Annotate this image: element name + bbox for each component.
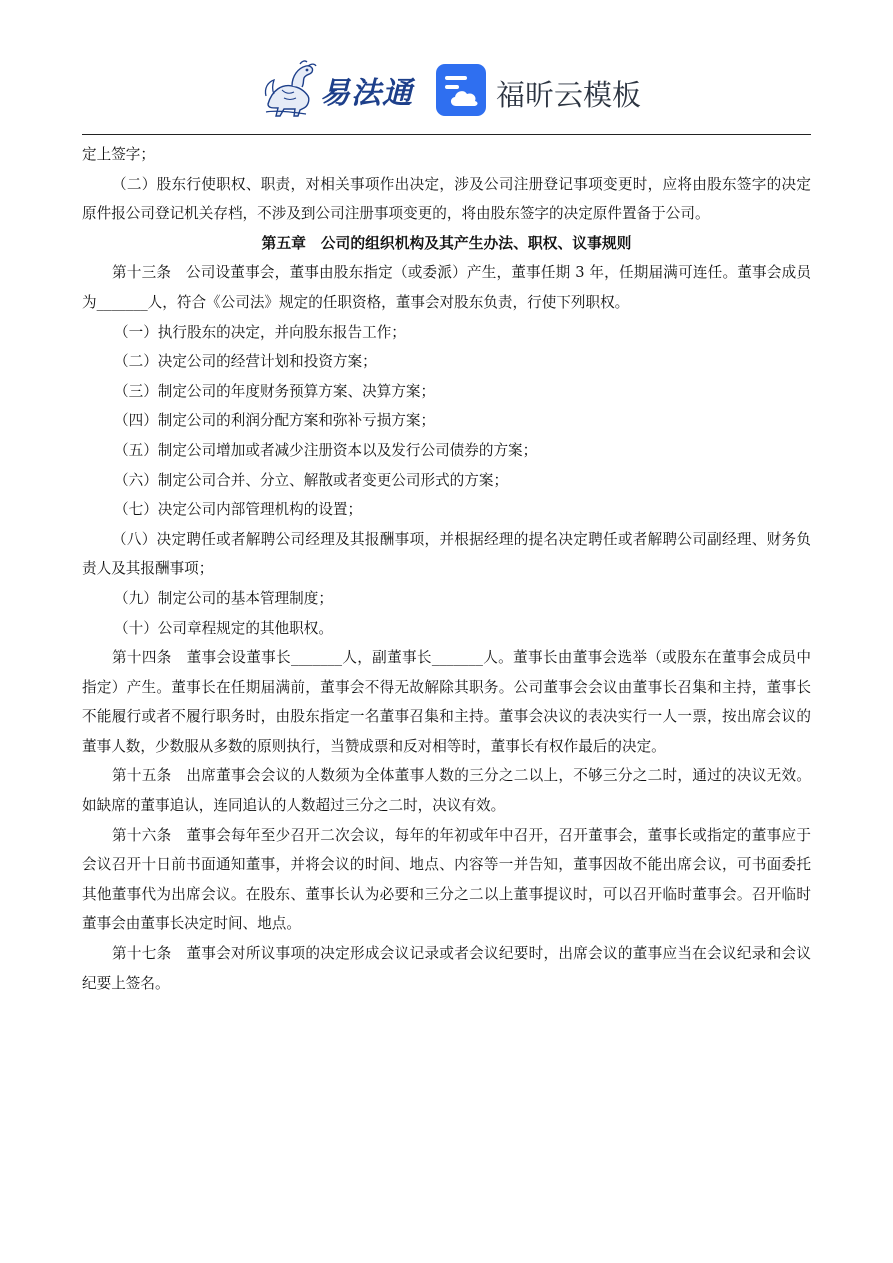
yifatong-logo-text: 易法通 — [320, 76, 413, 111]
document-paragraph: 第十三条 公司设董事会，董事由股东指定（或委派）产生，董事任期 3 年，任期届满可连任。董事会成员为_______人，符合《公司法》规定的任职资格，董事会对股东负责，行使下列职权。 — [82, 264, 811, 311]
qilin-horse-emblem-icon — [262, 60, 320, 120]
document-paragraph: （四）制定公司的利润分配方案和弥补亏损方案； — [114, 412, 436, 430]
document-paragraph: （六）制定公司合并、分立、解散或者变更公司形式的方案； — [114, 471, 509, 489]
document-paragraph: 第十六条 董事会每年至少召开二次会议，每年的年初或年中召开，召开董事会，董事长或指定的董事应于会议召开十日前书面通知董事，并将会议的时间、地点、内容等一并告知，董事因故不能出席会议，可书面委托其他董事代为出席会议。在股东、董事长认为必要和三分之二以上董事提议时，可以召开临时董事会。召开临时董事会由董事长决定时间、地点。 — [82, 826, 811, 933]
document-body — [82, 140, 811, 998]
document-cloud-app-icon — [436, 64, 486, 116]
document-paragraph: 第十五条 出席董事会会议的人数须为全体董事人数的三分之二以上，不够三分之二时，通过的决议无效。如缺席的董事追认，连同追认的人数超过三分之二时，决议有效。 — [82, 767, 811, 815]
yifatong-logo — [262, 60, 412, 120]
document-paragraph: （七）决定公司内部管理机构的设置； — [114, 501, 363, 519]
document-paragraph: （八）决定聘任或者解聘公司经理及其报酬事项，并根据经理的提名决定聘任或者解聘公司副经理、财务负责人及其报酬事项； — [82, 530, 811, 578]
document-paragraph: （三）制定公司的年度财务预算方案、决算方案； — [114, 382, 436, 400]
document-paragraph: （二）决定公司的经营计划和投资方案； — [114, 353, 377, 371]
document-paragraph: （十）公司章程规定的其他职权。 — [114, 619, 333, 637]
document-paragraph: （一）执行股东的决定，并向股东报告工作； — [114, 323, 406, 341]
foxit-template-logo-text: 福昕云模板 — [496, 78, 642, 112]
document-paragraph: 第十四条 董事会设董事长_______人，副董事长_______人。董事长由董事会选举（或股东在董事会成员中指定）产生。董事长在任期届满前，董事会不得无故解除其职务。公司董事会会议由董事长召集和主持，董事长不能履行或者不履行职务时，由股东指定一名董事召集和主持。董事会决议的表决实行一人一票，按出席会议的董事人数，少数服从多数的原则执行，当赞成票和反对相等时，董事长有权作最后的决定。 — [82, 649, 811, 755]
document-paragraph: （九）制定公司的基本管理制度； — [114, 589, 333, 607]
foxit-template-logo — [436, 64, 646, 120]
document-paragraph: （二）股东行使职权、职责，对相关事项作出决定，涉及公司注册登记事项变更时，应将由股东签字的决定原件报公司登记机关存档，不涉及到公司注册事项变更的，将由股东签字的决定原件置备于公司。 — [82, 175, 811, 223]
page-header — [0, 0, 893, 134]
document-paragraph: （五）制定公司增加或者减少注册资本以及发行公司债券的方案； — [114, 441, 538, 459]
document-paragraph: 第十七条 董事会对所议事项的决定形成会议记录或者会议纪要时，出席会议的董事应当在会议纪录和会议纪要上签名。 — [82, 945, 811, 992]
document-paragraph: 定上签字； — [82, 146, 155, 163]
header-divider — [82, 134, 811, 135]
chapter-heading: 第五章 公司的组织机构及其产生办法、职权、议事规则 — [261, 234, 632, 252]
